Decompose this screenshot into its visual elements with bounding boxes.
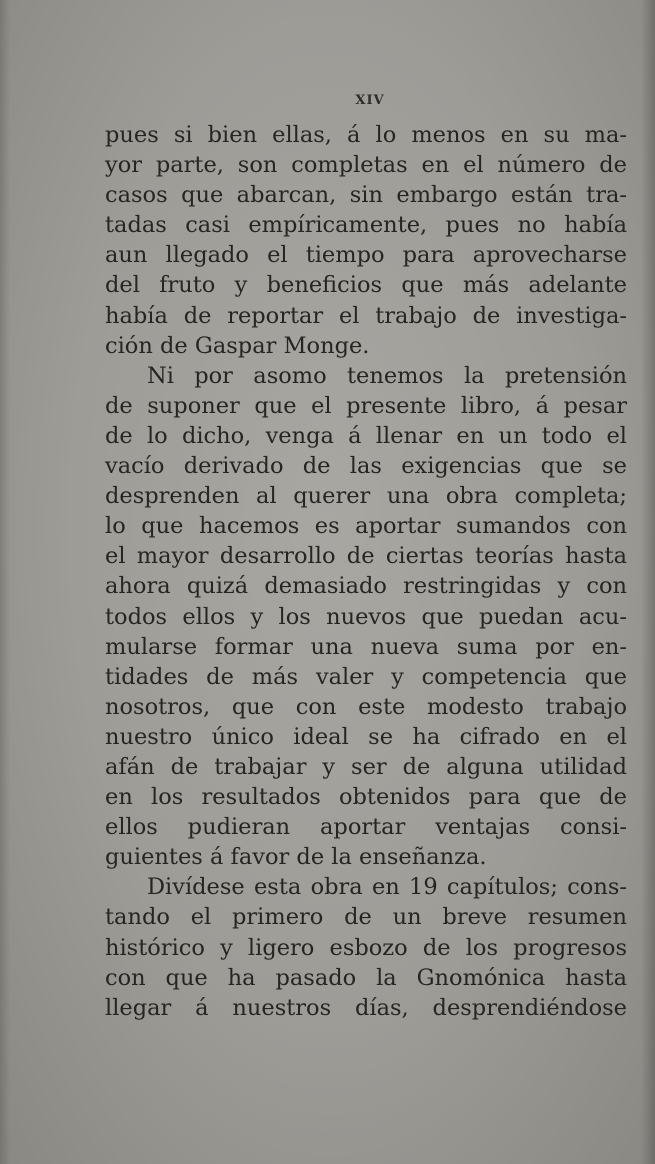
text-line: tidades de más valer y competencia que: [105, 663, 627, 690]
text-line: del fruto y beneficios que más adelante: [105, 272, 627, 299]
text-line: yor parte, son completas en el número de: [105, 152, 627, 179]
text-line: guientes á favor de la enseñanza.: [105, 844, 487, 871]
text-line: todos ellos y los nuevos que puedan acu-: [105, 603, 627, 630]
text-line: afán de trabajar y ser de alguna utilidad: [105, 753, 627, 780]
text-line: nuestro único ideal se ha cifrado en el: [105, 723, 627, 750]
text-line: desprenden al querer una obra completa;: [105, 483, 627, 510]
text-line: el mayor desarrollo de ciertas teorías hasta: [105, 543, 627, 570]
text-line: de suponer que el presente libro, á pesar: [105, 392, 627, 419]
text-line: nosotros, que con este modesto trabajo: [105, 693, 627, 720]
text-line: tadas casi empíricamente, pues no había: [105, 212, 627, 239]
text-line: había de reportar el trabajo de investiga-: [105, 302, 627, 329]
text-line: lo que hacemos es aportar sumandos con: [105, 513, 627, 540]
body-text: [105, 120, 627, 1023]
page-number: XIV: [355, 93, 385, 108]
text-line: aun llegado el tiempo para aprovecharse: [105, 242, 627, 269]
text-line: ahora quizá demasiado restringidas y con: [105, 573, 627, 600]
text-line: mularse formar una nueva suma por en-: [105, 633, 627, 660]
text-line: Ni por asomo tenemos la pretensión: [147, 362, 627, 389]
page-shadow-right: [641, 0, 655, 1164]
text-line: llegar á nuestros días, desprendiéndose: [105, 994, 627, 1021]
text-line: con que ha pasado la Gnomónica hasta: [105, 964, 627, 991]
text-line: ellos pudieran aportar ventajas consi-: [105, 814, 627, 841]
page-shadow-left: [0, 0, 10, 1164]
text-line: de lo dicho, venga á llenar en un todo el: [105, 422, 627, 449]
text-line: Divídese esta obra en 19 capítulos; cons-: [147, 874, 627, 901]
text-line: histórico y ligero esbozo de los progresos: [105, 934, 627, 961]
text-line: pues si bien ellas, á lo menos en su ma-: [105, 122, 627, 148]
text-line: casos que abarcan, sin embargo están tra-: [105, 182, 627, 209]
text-line: en los resultados obtenidos para que de: [105, 784, 627, 811]
text-line: tando el primero de un breve resumen: [105, 904, 627, 931]
text-line: ción de Gaspar Monge.: [105, 332, 370, 359]
text-line: vacío derivado de las exigencias que se: [105, 453, 627, 480]
